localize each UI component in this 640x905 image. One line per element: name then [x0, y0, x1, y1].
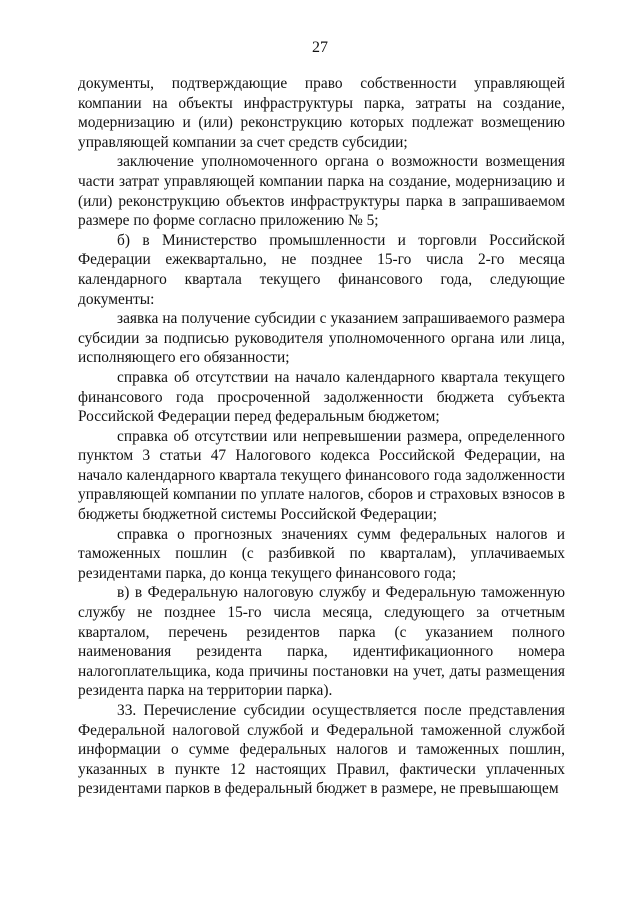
paragraph-ownership-documents: документы, подтверждающие право собственности управляющей компании на объекты инфраструктуры парка, затраты на создание, модернизацию и (или) реконструкцию которых подлежат возмещению управляющей компании за счет средств субсидии; — [78, 75, 565, 151]
paragraph-subsidy-application: заявка на получение субсидии с указанием запрашиваемого размера субсидии за подписью руководителя уполномоченного органа или лица, исполняющего его обязанности; — [78, 310, 565, 367]
paragraph-tax-customs-service: в) в Федеральную налоговую службу и Федеральную таможенную службу не позднее 15-го числа месяца, следующего за отчетным кварталом, перечень резидентов парка (с указанием полного наименования резидента парка, идентификационного номера налогоплательщика, кода причины постановки на учет, даты размещения резидента парка на территории парка). — [78, 584, 565, 700]
paragraph-33-subsidy-transfer: 33. Перечисление субсидии осуществляется после представления Федеральной налоговой службой и Федеральной таможенной службой информации о сумме федеральных налогов и таможенных пошлин, указанных в пункте 12 настоящих Правил, фактически уплаченных резидентами парков в федеральный бюджет в размере, не превышающем — [78, 702, 565, 798]
paragraph-budget-debt-certificate: справка об отсутствии на начало календарного квартала текущего финансового года просроченной задолженности бюджета субъекта Российской Федерации перед федеральным бюджетом; — [78, 368, 565, 426]
page-number: 27 — [312, 39, 328, 56]
paragraph-authority-conclusion: заключение уполномоченного органа о возможности возмещения части затрат управляющей компании парка на создание, модернизацию и (или) реконструкцию объектов инфраструктуры парка в запрашиваемом размере по форме согласно приложению № 5; — [78, 153, 565, 230]
paragraph-ministry-quarterly: б) в Министерство промышленности и торговли Российской Федерации ежеквартально, не позднее 15-го числа 2-го месяца календарного квартала текущего финансового года, следующие документы: — [78, 231, 565, 308]
paragraph-forecast-certificate: справка о прогнозных значениях сумм федеральных налогов и таможенных пошлин (с разбивкой по кварталам), уплачиваемых резидентами парка, до конца текущего финансового года; — [78, 525, 565, 582]
paragraph-tax-debt-certificate: справка об отсутствии или непревышении размера, определенного пунктом 3 статьи 47 Налогового кодекса Российской Федерации, на начало календарного квартала текущего финансового года задолженности управляющей компании по уплате налогов, сборов и страховых взносов в бюджеты бюджетной системы Российской Федерации; — [78, 427, 565, 524]
document-body — [78, 74, 565, 799]
